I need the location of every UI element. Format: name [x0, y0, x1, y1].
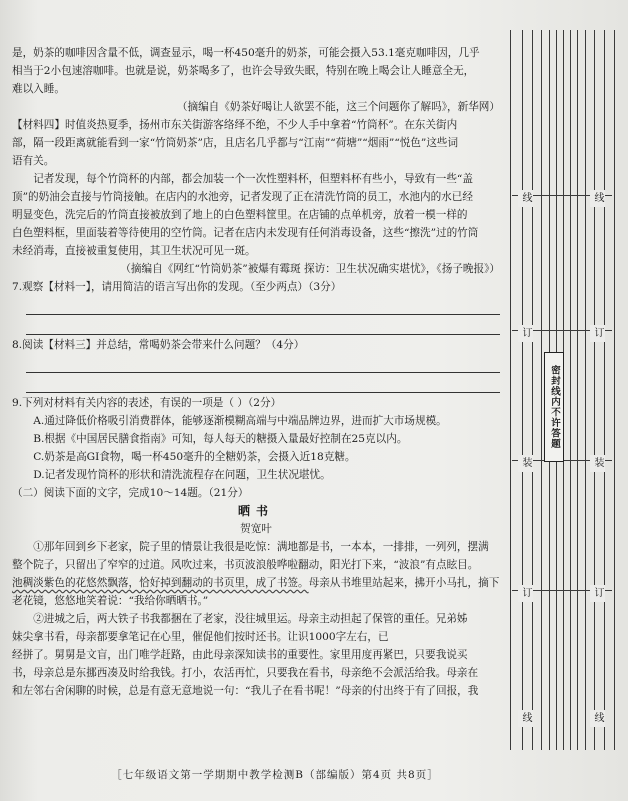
binding-rule [585, 30, 586, 750]
binding-label-line-top-outer: 线 [592, 192, 603, 205]
intro-line-3: 难以入睡。 [12, 83, 65, 95]
binding-rule [570, 30, 571, 750]
para2-line-4: 书，母亲总是东挪西凑及时给我钱。打小，农活再忙，只要我在看书，母亲绝不会派活给我。母亲在 [12, 667, 479, 679]
q9-option-b: B.根据《中国居民膳食指南》可知，每人每天的糖摄入量最好控制在25克以内。 [33, 433, 408, 445]
binding-label-ding-bottom-outer: 订 [592, 587, 603, 600]
binding-rule [532, 30, 533, 750]
binding-label-line-bottom-outer: 线 [592, 712, 603, 725]
binding-label-line-top: 线 [520, 192, 531, 205]
binding-label-zhuang-outer: 装 [592, 457, 603, 470]
para1-line-4: 老花镜，悠悠地笑着说：“我给你晒晒书。” [12, 595, 209, 607]
binding-rule [577, 30, 578, 750]
binding-label-ding-bottom: 订 [520, 587, 531, 600]
no-answer-warning-box: 密封线内不许答题 [544, 352, 564, 462]
source-material-4: （摘编自《网红“竹筒奶茶”被爆有霉斑 探访：卫生状况确实堪忧》，《扬子晚报》） [120, 263, 500, 275]
page-footer: ［七年级语文第一学期期中教学检测B（部编版）第4页 共8页］ [111, 769, 439, 781]
para2-line-3: 经拼了。舅舅是文盲，出门唯学赶路，由此母亲深知读书的重要性。家里用度再紧巴，只要我说买 [12, 649, 468, 661]
question-9: 9.下列对材料有关内容的表述，有误的一项是（ ）（2分） [12, 397, 282, 409]
para1-line-3 [12, 574, 500, 592]
binding-rule [604, 30, 605, 750]
section-2-heading: （二）阅读下面的文字，完成10～14题。（21分） [12, 487, 249, 499]
page-content [12, 44, 500, 700]
material4-line-3: 语有关。 [12, 155, 55, 167]
intro-line-2: 相当于2小包速溶咖啡。也就是说，奶茶喝多了，也许会导致失眠，特别在晚上喝会让人睡意全无， [12, 65, 475, 77]
q9-option-d: D.记者发现竹筒杯的形状和清洗流程存在问题，卫生状况堪忧。 [33, 469, 331, 481]
answer-line-q7-2[interactable] [26, 316, 500, 335]
essay-title: 晒书 [237, 504, 274, 518]
material4-line-6: 明显变色，洗完后的竹筒直接被放到了地上的白色塑料筐里。在店铺的点单机旁，放着一模一样的 [12, 209, 468, 221]
material4-line-5: 顶”的奶油会直接与竹筒接触。在店内的水池旁，记者发现了正在清洗竹筒的员工，水池内的水已经 [12, 191, 473, 203]
answer-line-q8-1[interactable] [26, 354, 500, 373]
binding-label-line-bottom: 线 [520, 712, 531, 725]
binding-label-zhuang: 装 [520, 457, 531, 470]
q9-option-c: C.奶茶是高GI食物，喝一杯450毫升的全糖奶茶，会摄入近18克糖。 [33, 451, 356, 463]
para2-line-2: 妹尖拿书看，母亲都要拿笔记在心里，催促他们按时还书。让识1000字左右，已 [12, 631, 389, 643]
question-8: 8.阅读【材料三】并总结，常喝奶茶会带来什么问题？（4分） [12, 339, 305, 351]
binding-rule [594, 30, 595, 750]
binding-rule [510, 30, 511, 750]
binding-label-ding-top-outer: 订 [592, 327, 603, 340]
para2-line-1: ②进城之后，两大铁子书我都捆在了老家，没往城里运。母亲主动担起了保管的重任。兄弟姊 [33, 613, 468, 625]
material4-line-4: 记者发现，每个竹筒杯的内部，都会加装一个一次性塑料杯，但塑料杯有些小，导致有一些“盖 [33, 173, 473, 185]
q9-option-a: A.通过降低价格吸引消费群体，能够逐渐模糊高端与中端品牌边界，进而扩大市场规模。 [33, 415, 447, 427]
material4-line-7: 白色塑料框，里面装着等待使用的空竹筒。记者在店内未发现有任何消毒设备，这些“擦洗”过的竹筒 [12, 227, 479, 239]
binding-rule [614, 30, 615, 750]
binding-label-ding-top: 订 [520, 327, 531, 340]
para2-line-5: 和左邻右舍闲聊的时候，总是有意无意地说一句：“我儿子在看书呢！”母亲的付出终于有了回报，我 [12, 685, 479, 697]
underlined-sentence: 池稠淡紫色的花悠然飘落，恰好掉到翻动的书页里，成了书签。 [12, 577, 309, 589]
answer-line-q8-2[interactable] [26, 374, 500, 393]
para1-line-2: 整个院子，只留出了窄窄的过道。风吹过来，书页波浪般哗啦翻动，阳光打下来，“波浪”有点眩目。 [12, 559, 479, 571]
material4-line-8: 未经消毒，直接被重复使用，其卫生状况可见一斑。 [12, 245, 256, 257]
material4-line-2: 部，隔一段距离就能看到一家“竹筒奶茶”店，且店名几乎都与“江南”“荷塘”“烟雨”“悦色”这些词 [12, 137, 459, 149]
binding-rule [522, 30, 523, 750]
para1-line-3-tail: 母亲从书堆里站起来，拂开小马扎，摘下 [308, 577, 500, 589]
answer-line-q7-1[interactable] [26, 296, 500, 315]
binding-rule [541, 30, 542, 750]
question-7: 7.观察【材料一】，请用简洁的语言写出你的发现。（至少两点）（3分） [12, 281, 342, 293]
para1-line-1: ①那年回到乡下老家，院子里的情景让我很是吃惊：满地都是书，一本本，一排排，一列列，摆满 [33, 541, 489, 553]
material4-line-1: 【材料四】时值炎热夏季，扬州市东关街游客络绎不绝，不少人手中拿着“竹筒杯”。在东关街内 [12, 119, 458, 131]
source-material-3: （摘编自《奶茶好喝让人欲罢不能，这三个问题你了解吗》，新华网） [176, 101, 500, 113]
intro-line-1: 是，奶茶的咖啡因含量不低，调查显示，喝一杯450毫升的奶茶，可能会摄入53.1毫克咖啡因，几乎 [12, 47, 480, 59]
essay-author: 贺宽叶 [240, 523, 272, 535]
